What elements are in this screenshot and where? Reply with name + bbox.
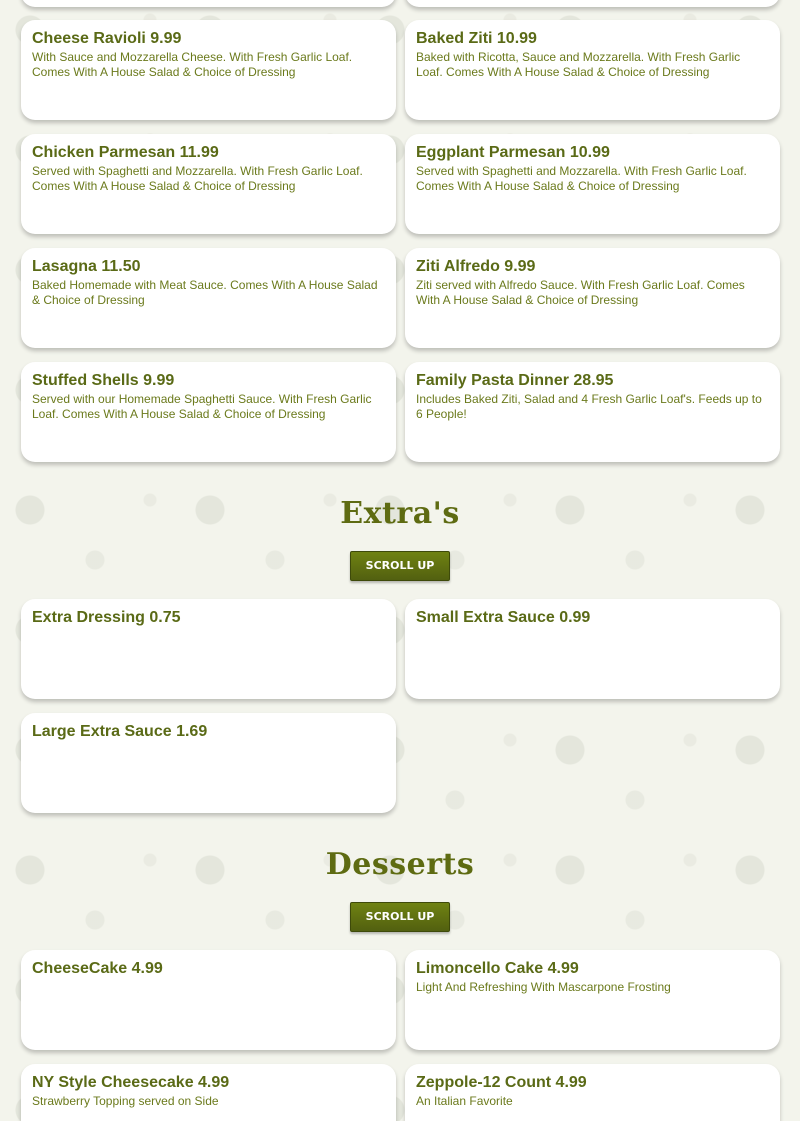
menu-item-card (21, 713, 396, 813)
menu-item-title: Family Pasta Dinner 28.95 (416, 372, 614, 389)
menu-item-card (405, 248, 780, 348)
menu-item-title: Zeppole-12 Count 4.99 (416, 1074, 587, 1091)
menu-item-title: Baked Ziti 10.99 (416, 30, 537, 47)
menu-item-description: An Italian Favorite (416, 1094, 513, 1108)
menu-item-title: NY Style Cheesecake 4.99 (32, 1074, 230, 1091)
section-title-extras: Extra's (340, 496, 460, 531)
menu-item-description: Includes Baked Ziti, Salad and 4 Fresh Garlic Loaf's. Feeds up to 6 People! (416, 392, 762, 421)
menu-item-description: Light And Refreshing With Mascarpone Frosting (416, 980, 671, 994)
menu-item-card-partial (405, 0, 780, 7)
menu-item-card (405, 599, 780, 699)
menu-item-card (405, 134, 780, 234)
menu-item-card (405, 362, 780, 462)
menu-item-title: Limoncello Cake 4.99 (416, 960, 579, 977)
menu-item-description: Ziti served with Alfredo Sauce. With Fresh Garlic Loaf. Comes With A House Salad & Choice of Dressing (416, 278, 745, 307)
menu-item-card (21, 1064, 396, 1121)
menu-item-card (21, 248, 396, 348)
menu-item-card (405, 20, 780, 120)
section-title-desserts: Desserts (325, 847, 475, 882)
menu-item-title: Large Extra Sauce 1.69 (32, 723, 208, 740)
menu-item-card (21, 599, 396, 699)
menu-item-card-partial (21, 0, 396, 7)
menu-item-title: Ziti Alfredo 9.99 (416, 258, 536, 275)
menu-item-description: Strawberry Topping served on Side (32, 1094, 219, 1108)
menu-item-card (405, 1064, 780, 1121)
menu-item-description: Baked Homemade with Meat Sauce. Comes With A House Salad & Choice of Dressing (32, 278, 378, 307)
scroll-up-button[interactable]: SCROLL UP (350, 551, 450, 581)
scroll-up-button[interactable]: SCROLL UP (350, 902, 450, 932)
menu-item-description: Baked with Ricotta, Sauce and Mozzarella. With Fresh Garlic Loaf. Comes With A House Salad & Choice of Dressing (416, 50, 741, 79)
menu-item-description: With Sauce and Mozzarella Cheese. With Fresh Garlic Loaf. Comes With A House Salad & Choice of Dressing (32, 50, 353, 79)
menu-item-description: Served with Spaghetti and Mozzarella. With Fresh Garlic Loaf. Comes With A House Salad & Choice of Dressing (32, 164, 363, 193)
menu-item-card (405, 950, 780, 1050)
menu-item-card (21, 950, 396, 1050)
menu-item-card (21, 362, 396, 462)
menu-item-description: Served with our Homemade Spaghetti Sauce. With Fresh Garlic Loaf. Comes With A House Salad & Choice of Dressing (32, 392, 372, 421)
menu-item-title: Extra Dressing 0.75 (32, 609, 181, 626)
menu-item-title: Small Extra Sauce 0.99 (416, 609, 591, 626)
menu-item-title: Stuffed Shells 9.99 (32, 372, 175, 389)
menu-item-description: Served with Spaghetti and Mozzarella. With Fresh Garlic Loaf. Comes With A House Salad & Choice of Dressing (416, 164, 747, 193)
menu-item-title: Eggplant Parmesan 10.99 (416, 144, 610, 161)
menu-item-title: Lasagna 11.50 (32, 258, 141, 275)
menu-item-title: Chicken Parmesan 11.99 (32, 144, 219, 161)
menu-item-title: CheeseCake 4.99 (32, 960, 163, 977)
menu-item-title: Cheese Ravioli 9.99 (32, 30, 182, 47)
menu-item-card (21, 20, 396, 120)
menu-item-card (21, 134, 396, 234)
